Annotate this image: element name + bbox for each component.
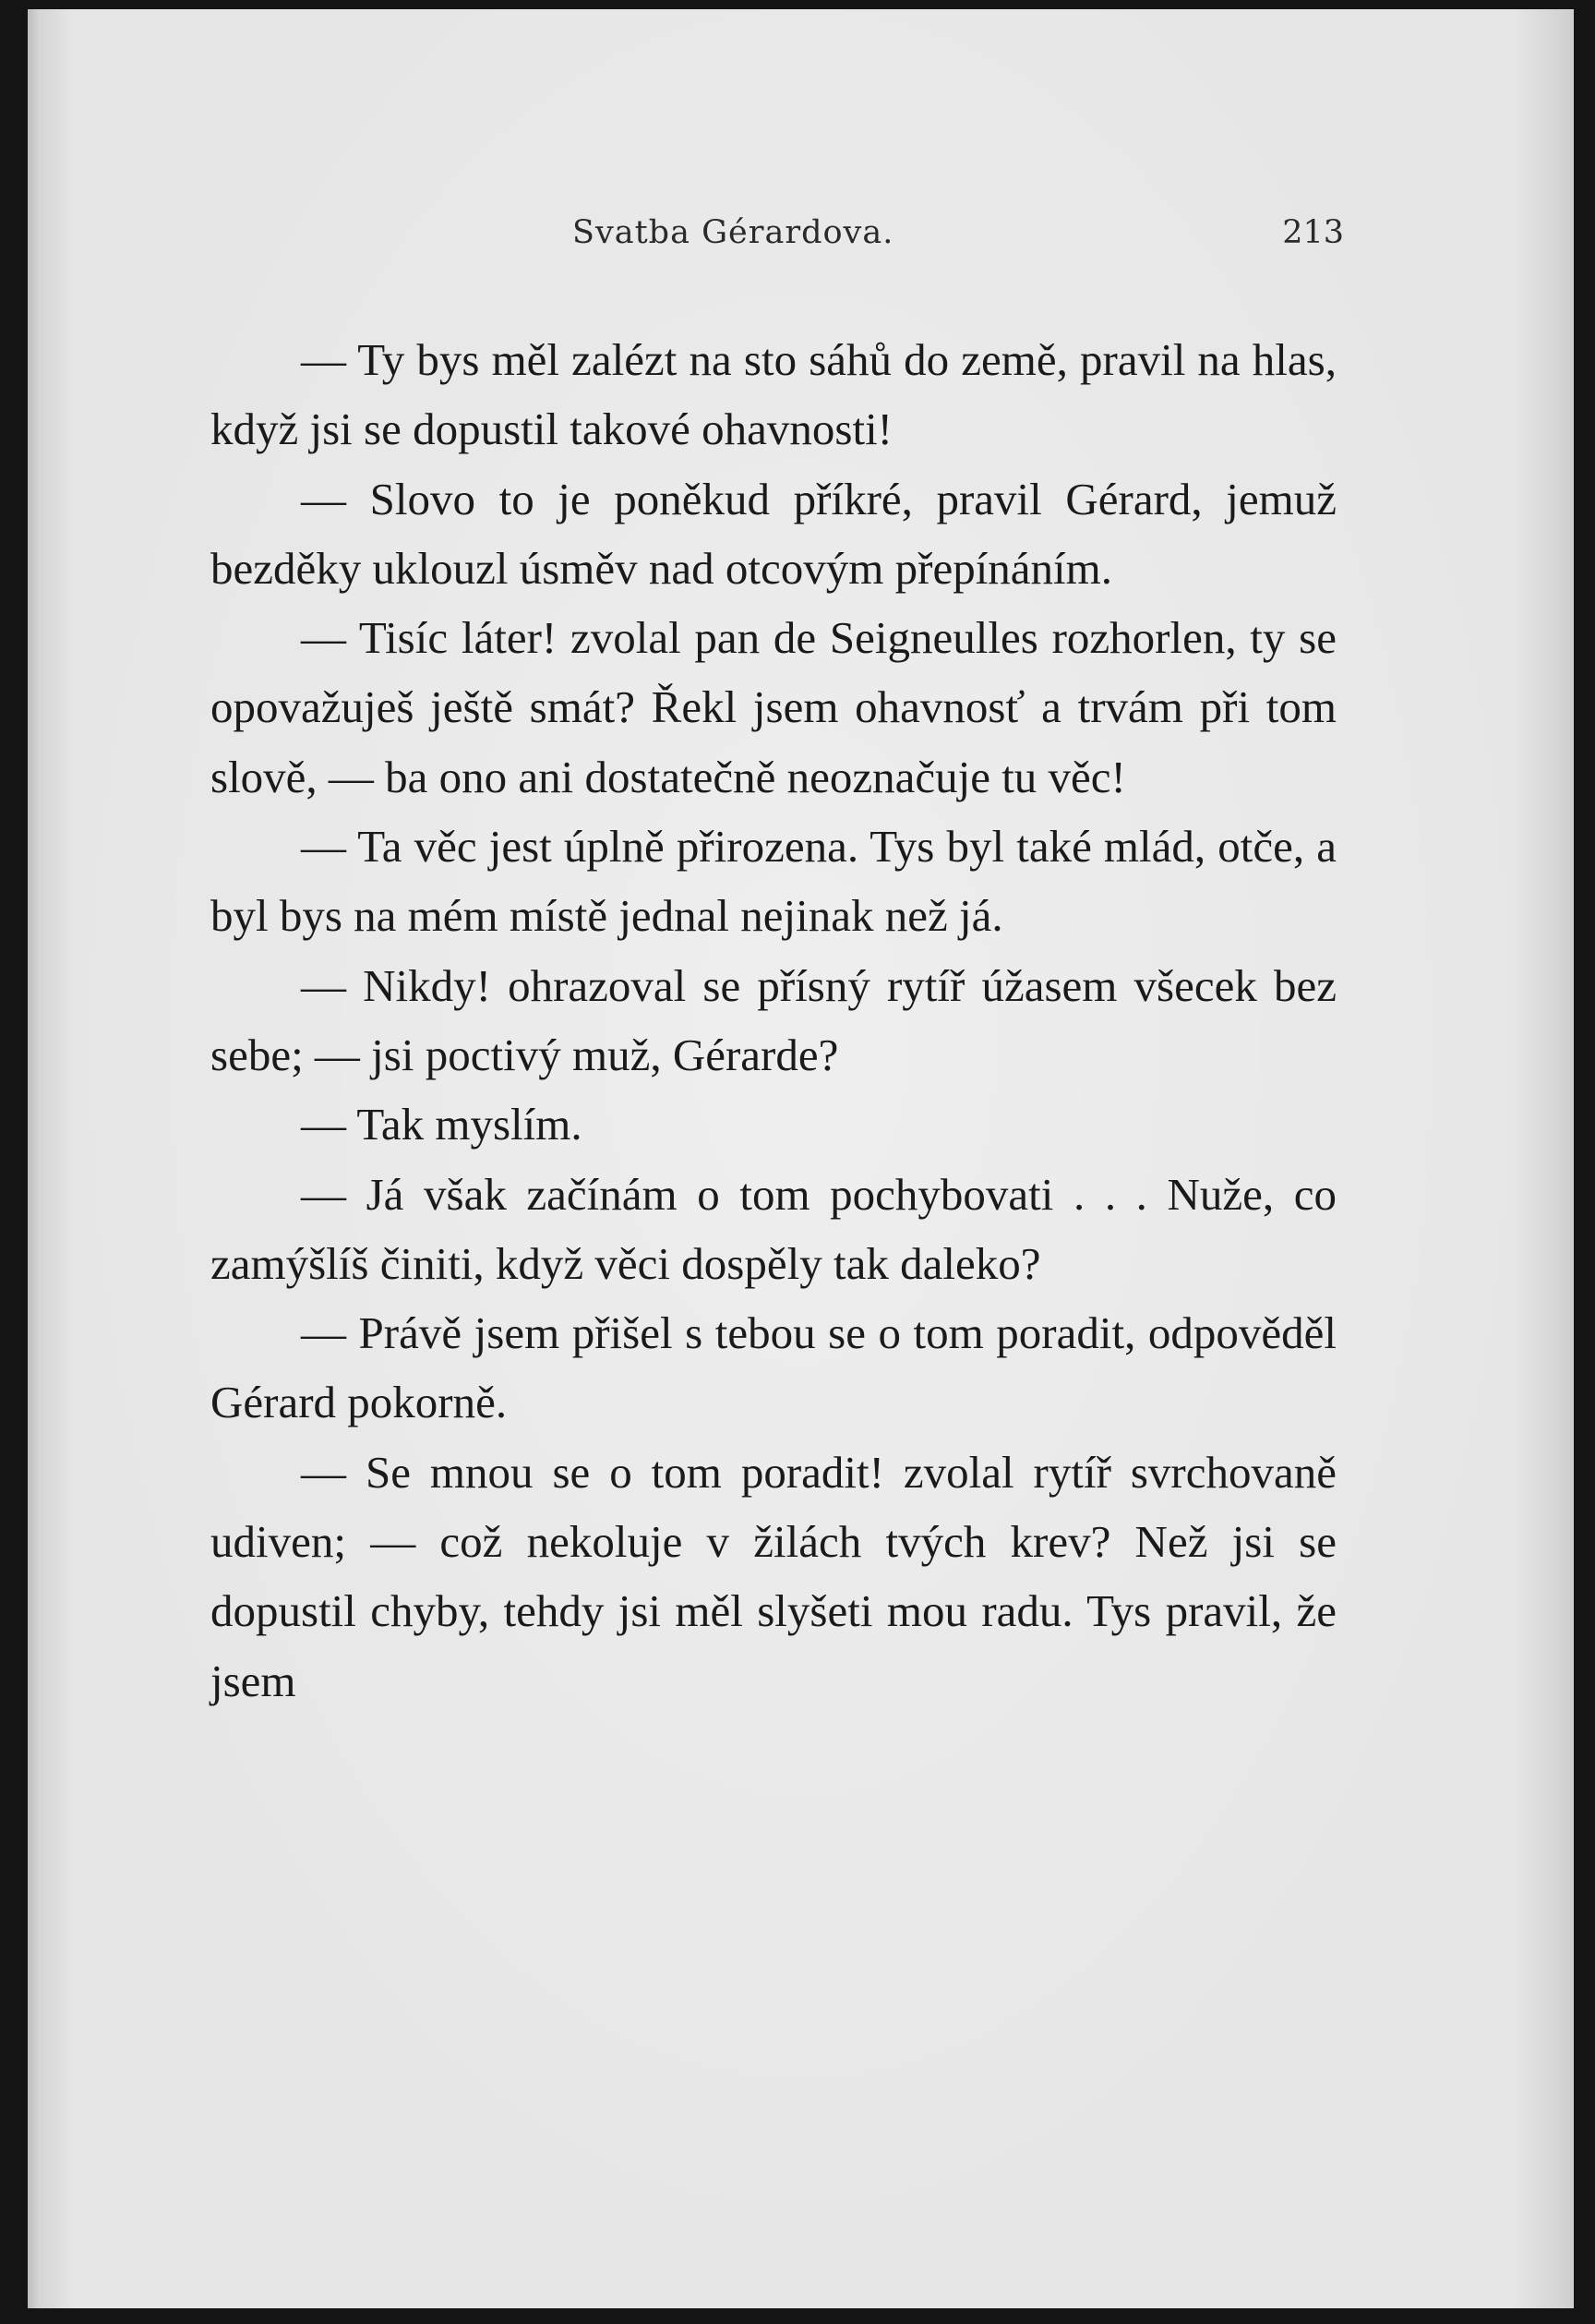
paragraph: — Ty bys měl zalézt na sto sáhů do země, pravil na hlas, když jsi se dopustil takové ohavnosti! [210,334,1337,455]
page-number: 213 [1282,214,1344,251]
paragraph: — Tisíc láter! zvolal pan de Seigneulles rozhorlen, ty se opovažuješ ještě smát? Řekl jsem ohavnosť a trvám při tom slově, — ba ono ani dostatečně neoznačuje tu věc! [210,612,1337,802]
body-text [210,325,1337,1716]
paragraph: — Ta věc jest úplně přirozena. Tys byl také mlád, otče, a byl bys na mém místě jednal nejinak než já. [210,821,1337,942]
running-title: Svatba Gérardova. [572,214,894,251]
page-binding-edge [28,9,41,2308]
paragraph: — Tak myslím. [301,1099,582,1150]
paragraph: — Se mnou se o tom poradit! zvolal rytíř svrchovaně udiven; — což nekoluje v žilách tvých krev? Než jsi se dopustil chyby, tehdy jsi měl slyšeti mou radu. Tys pravil, že jsem [210,1446,1337,1706]
paragraph: — Slovo to je poněkud příkré, pravil Gérard, jemuž bezděky uklouzl úsměv nad otcovým přepínáním. [210,473,1337,594]
paragraph: — Nikdy! ohrazoval se přísný rytíř úžasem všecek bez sebe; — jsi poctivý muž, Gérarde? [210,959,1337,1080]
paragraph: — Právě jsem přišel s tebou se o tom poradit, odpověděl Gérard pokorně. [210,1307,1337,1428]
running-header [572,214,1344,260]
paragraph: — Já však začínám o tom pochybovati . . . Nuže, co zamýšlíš činiti, když věci dospěly tak daleko? [210,1168,1337,1289]
